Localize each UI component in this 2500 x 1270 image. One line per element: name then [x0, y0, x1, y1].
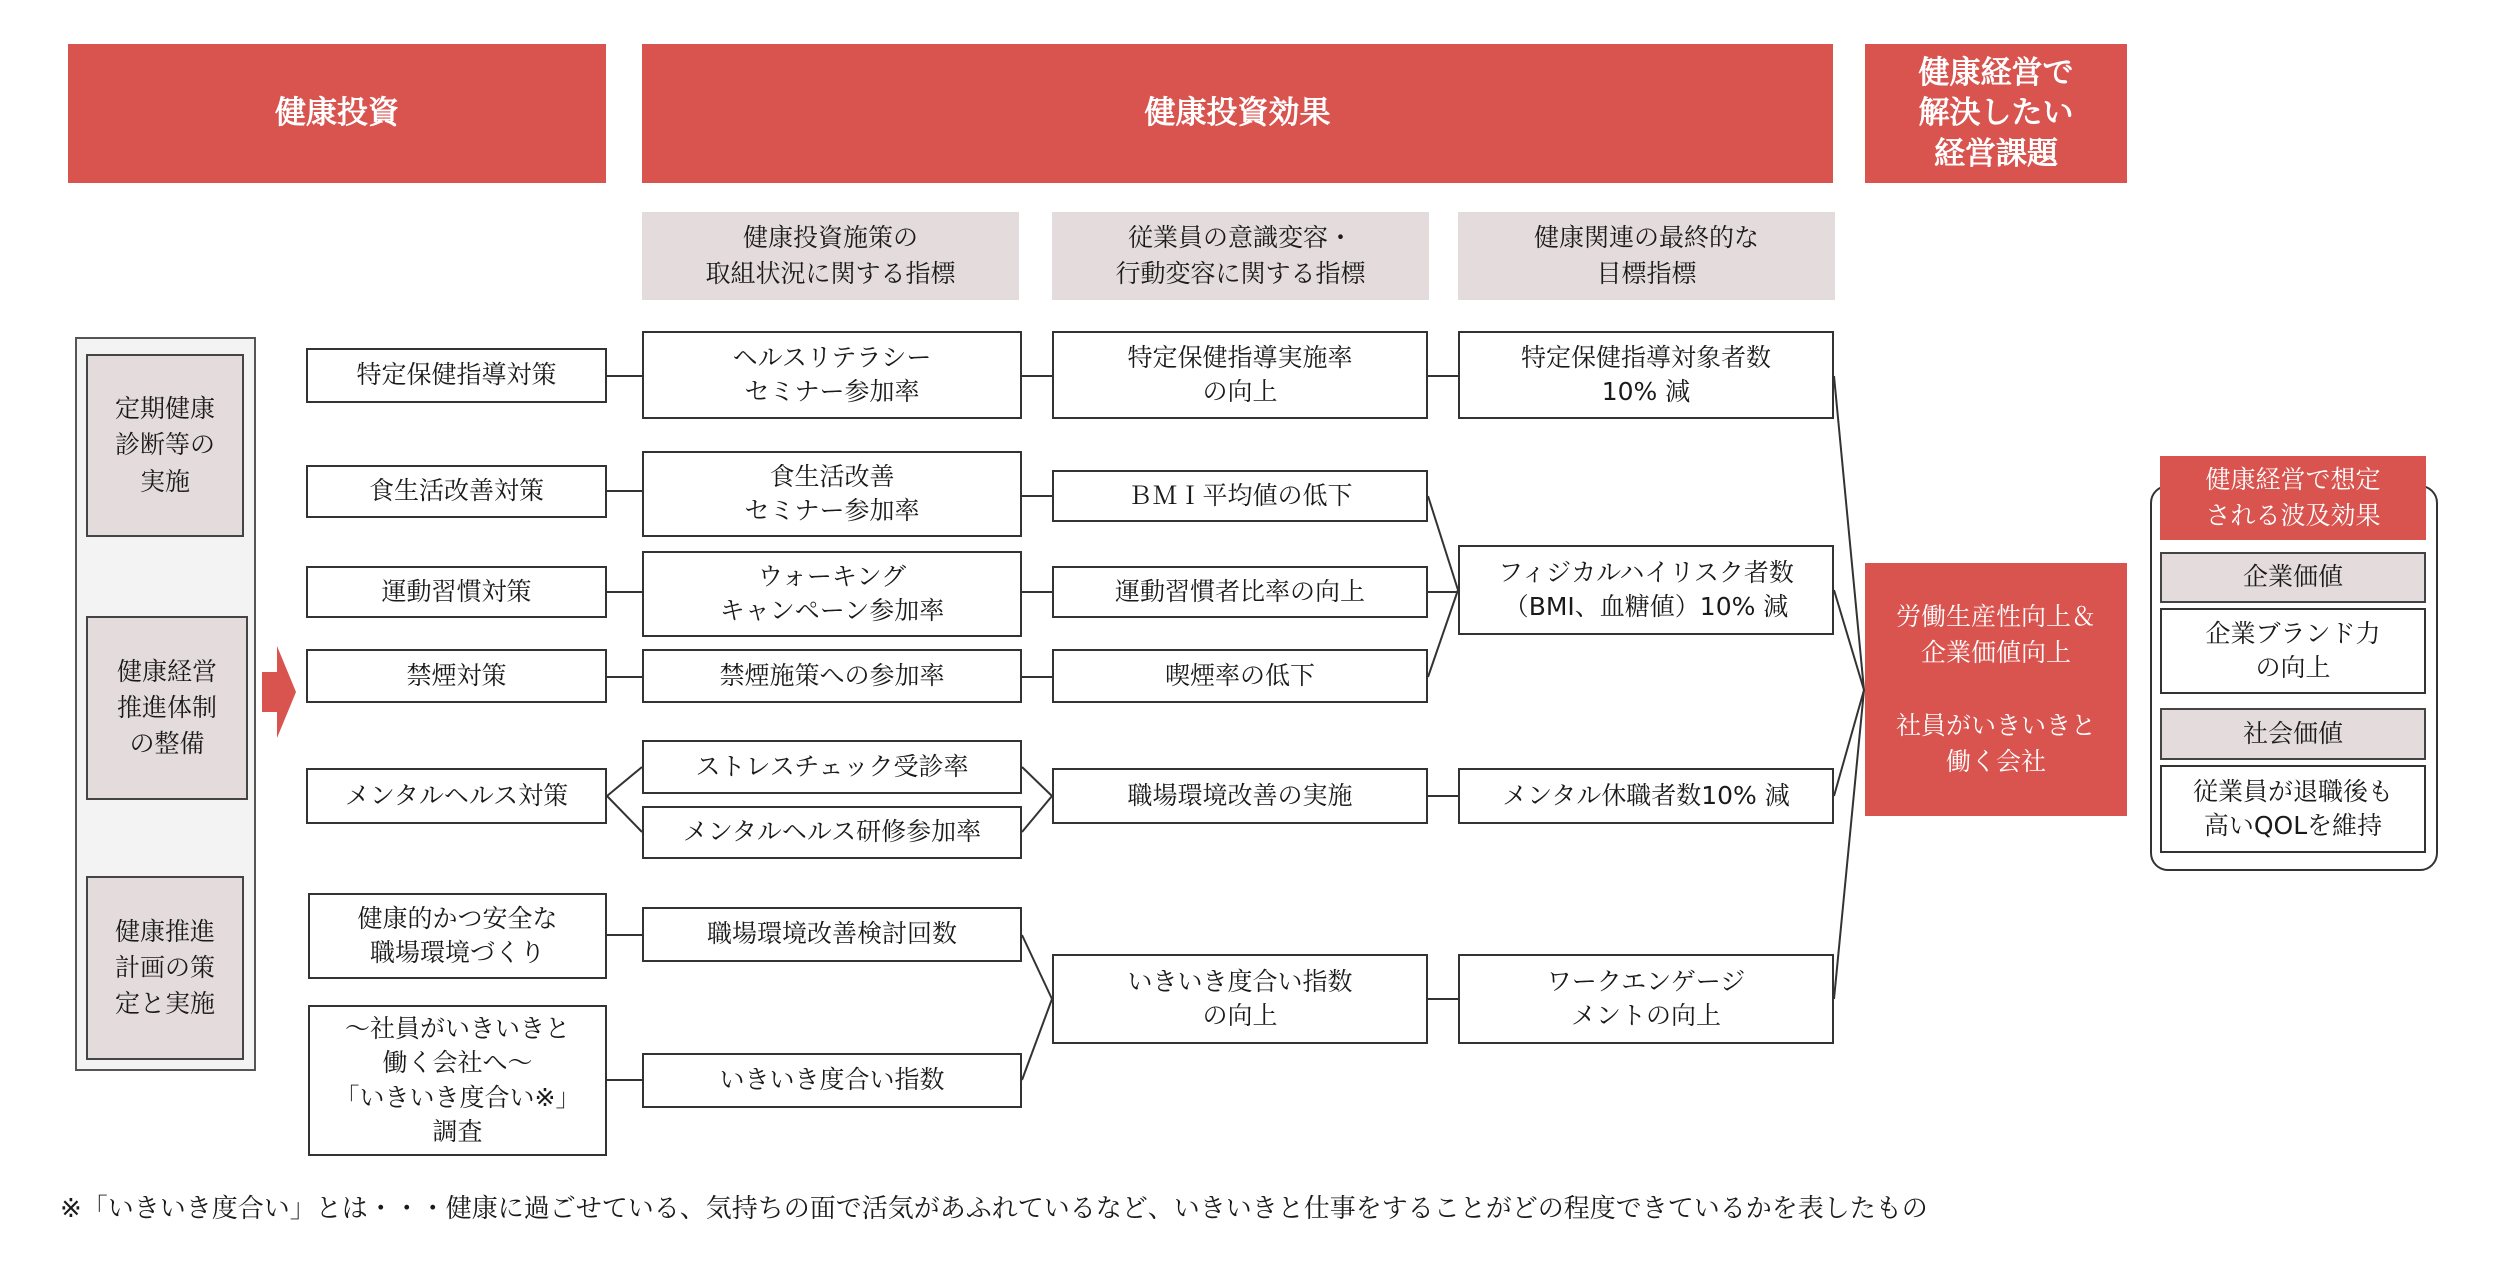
social-value-label: 社会価値 — [2160, 708, 2426, 760]
issue-box: 労働生産性向上＆ 企業価値向上 社員がいきいきと 働く会社 — [1865, 563, 2127, 816]
initiative-indicator-box: 職場環境改善検討回数 — [642, 907, 1022, 962]
header-investment: 健康投資 — [68, 44, 606, 183]
initiative-indicator-box: ストレスチェック受診率 — [642, 740, 1022, 794]
subheader-behavior: 従業員の意識変容・ 行動変容に関する指標 — [1052, 212, 1429, 300]
measure-box: 特定保健指導対策 — [306, 348, 607, 403]
measure-box: ～社員がいきいきと 働く会社へ～ 「いきいき度合い※」 調査 — [308, 1005, 607, 1156]
left-item-plan: 健康推進 計画の策 定と実施 — [86, 876, 244, 1060]
initiative-indicator-box: ウォーキング キャンペーン参加率 — [642, 551, 1022, 637]
arrow-right-icon — [262, 646, 296, 738]
left-item-structure: 健康経営 推進体制 の整備 — [86, 616, 248, 800]
header-effect: 健康投資効果 — [642, 44, 1833, 183]
subheader-final: 健康関連の最終的な 目標指標 — [1458, 212, 1835, 300]
behavior-indicator-box: 喫煙率の低下 — [1052, 649, 1428, 703]
behavior-indicator-box: 運動習慣者比率の向上 — [1052, 566, 1428, 618]
measure-box: メンタルヘルス対策 — [306, 768, 607, 824]
final-indicator-box: 特定保健指導対象者数 10% 減 — [1458, 331, 1834, 419]
left-item-checkup: 定期健康 診断等の 実施 — [86, 354, 244, 537]
footnote: ※「いきいき度合い」とは・・・健康に過ごせている、気持ちの面で活気があふれているなど、いきいきと仕事をすることがどの程度できているかを表したもの — [60, 1194, 1928, 1224]
subheader-initiatives: 健康投資施策の 取組状況に関する指標 — [642, 212, 1019, 300]
initiative-indicator-box: ヘルスリテラシー セミナー参加率 — [642, 331, 1022, 419]
final-indicator-box: メンタル休職者数10% 減 — [1458, 768, 1834, 824]
header-issue: 健康経営で 解決したい 経営課題 — [1865, 44, 2127, 183]
measure-box: 食生活改善対策 — [306, 465, 607, 518]
measure-box: 運動習慣対策 — [306, 566, 607, 618]
corporate-value-label: 企業価値 — [2160, 552, 2426, 603]
initiative-indicator-box: いきいき度合い指数 — [642, 1053, 1022, 1108]
final-indicator-box: ワークエンゲージ メントの向上 — [1458, 954, 1834, 1044]
initiative-indicator-box: メンタルヘルス研修参加率 — [642, 806, 1022, 859]
initiative-indicator-box: 食生活改善 セミナー参加率 — [642, 451, 1022, 537]
behavior-indicator-box: いきいき度合い指数 の向上 — [1052, 954, 1428, 1044]
final-indicator-box: フィジカルハイリスク者数 （BMI、血糖値）10% 減 — [1458, 545, 1834, 635]
social-value-box: 従業員が退職後も 高いQOLを維持 — [2160, 765, 2426, 853]
measure-box: 健康的かつ安全な 職場環境づくり — [308, 893, 607, 979]
behavior-indicator-box: 職場環境改善の実施 — [1052, 768, 1428, 824]
behavior-indicator-box: ＢＭＩ平均値の低下 — [1052, 470, 1428, 522]
measure-box: 禁煙対策 — [306, 649, 607, 703]
corporate-value-box: 企業ブランド力 の向上 — [2160, 608, 2426, 694]
behavior-indicator-box: 特定保健指導実施率 の向上 — [1052, 331, 1428, 419]
initiative-indicator-box: 禁煙施策への参加率 — [642, 649, 1022, 703]
ripple-title: 健康経営で想定 される波及効果 — [2160, 456, 2426, 540]
